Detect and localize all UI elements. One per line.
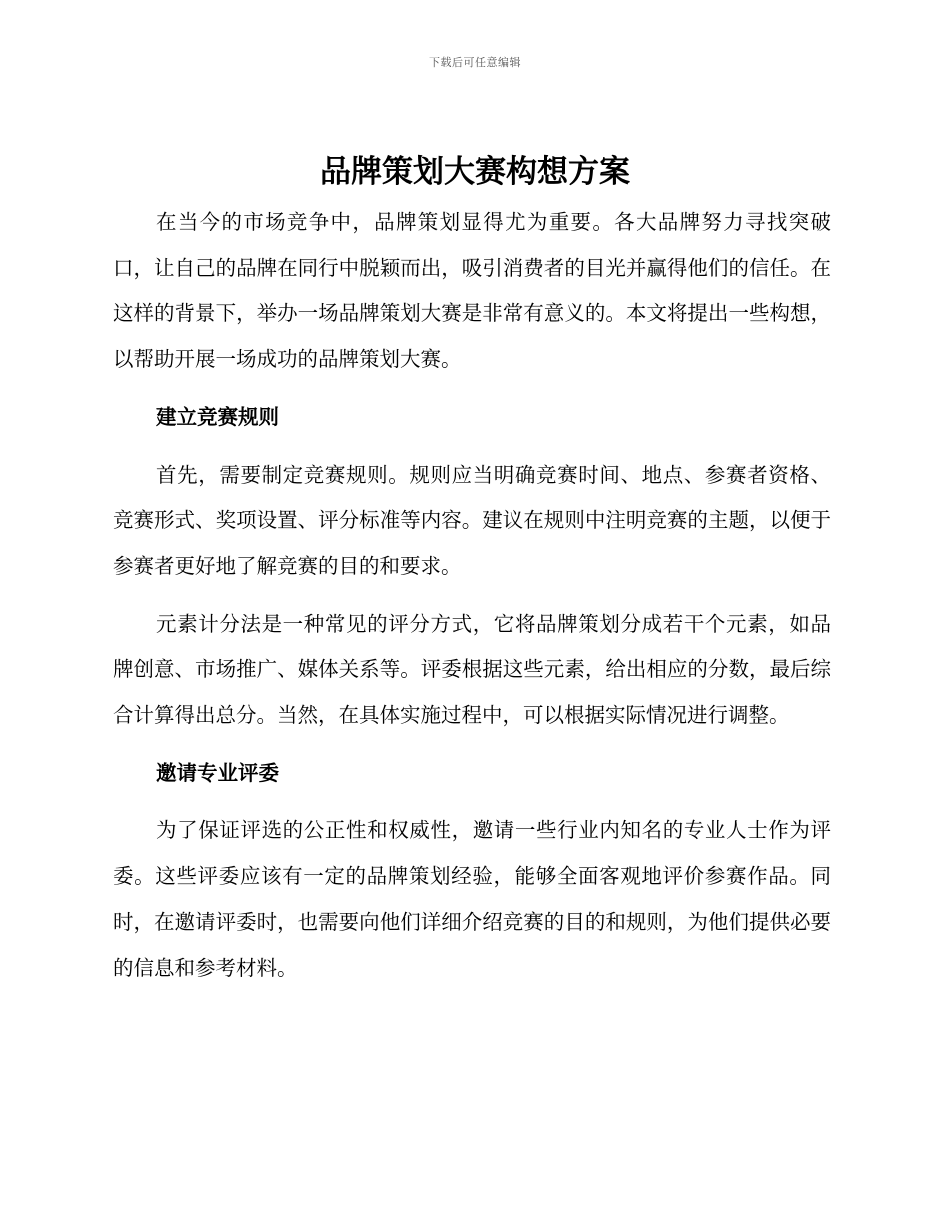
page-header-note: 下载后可任意编辑 xyxy=(429,56,521,69)
paragraph-judges: 为了保证评选的公正性和权威性，邀请一些行业内知名的专业人士作为评委。这些评委应该有一定的品牌策划经验，能够全面客观地评价参赛作品。同时，在邀请评委时，也需要向他们详细介绍竞赛的目的和规则，为他们提供必要的信息和参考材料。 xyxy=(113,818,831,980)
paragraph-scoring: 元素计分法是一种常见的评分方式，它将品牌策划分成若干个元素，如品牌创意、市场推广、媒体关系等。评委根据这些元素，给出相应的分数，最后综合计算得出总分。当然，在具体实施过程中，可以根据实际情况进行调整。 xyxy=(113,611,831,728)
document-body xyxy=(113,200,831,1003)
paragraph-rules: 首先，需要制定竞赛规则。规则应当明确竞赛时间、地点、参赛者资格、竞赛形式、奖项设置、评分标准等内容。建议在规则中注明竞赛的主题，以便于参赛者更好地了解竞赛的目的和要求。 xyxy=(113,462,831,578)
section-heading-rules: 建立竞赛规则 xyxy=(156,404,279,429)
paragraph-intro: 在当今的市场竞争中，品牌策划显得尤为重要。各大品牌努力寻找突破口，让自己的品牌在同行中脱颖而出，吸引消费者的目光并赢得他们的信任。在这样的背景下，举办一场品牌策划大赛是非常有意义的。本文将提出一些构想，以帮助开展一场成功的品牌策划大赛。 xyxy=(113,210,831,372)
document-title: 品牌策划大赛构想方案 xyxy=(320,154,630,190)
section-heading-judges: 邀请专业评委 xyxy=(156,760,279,785)
